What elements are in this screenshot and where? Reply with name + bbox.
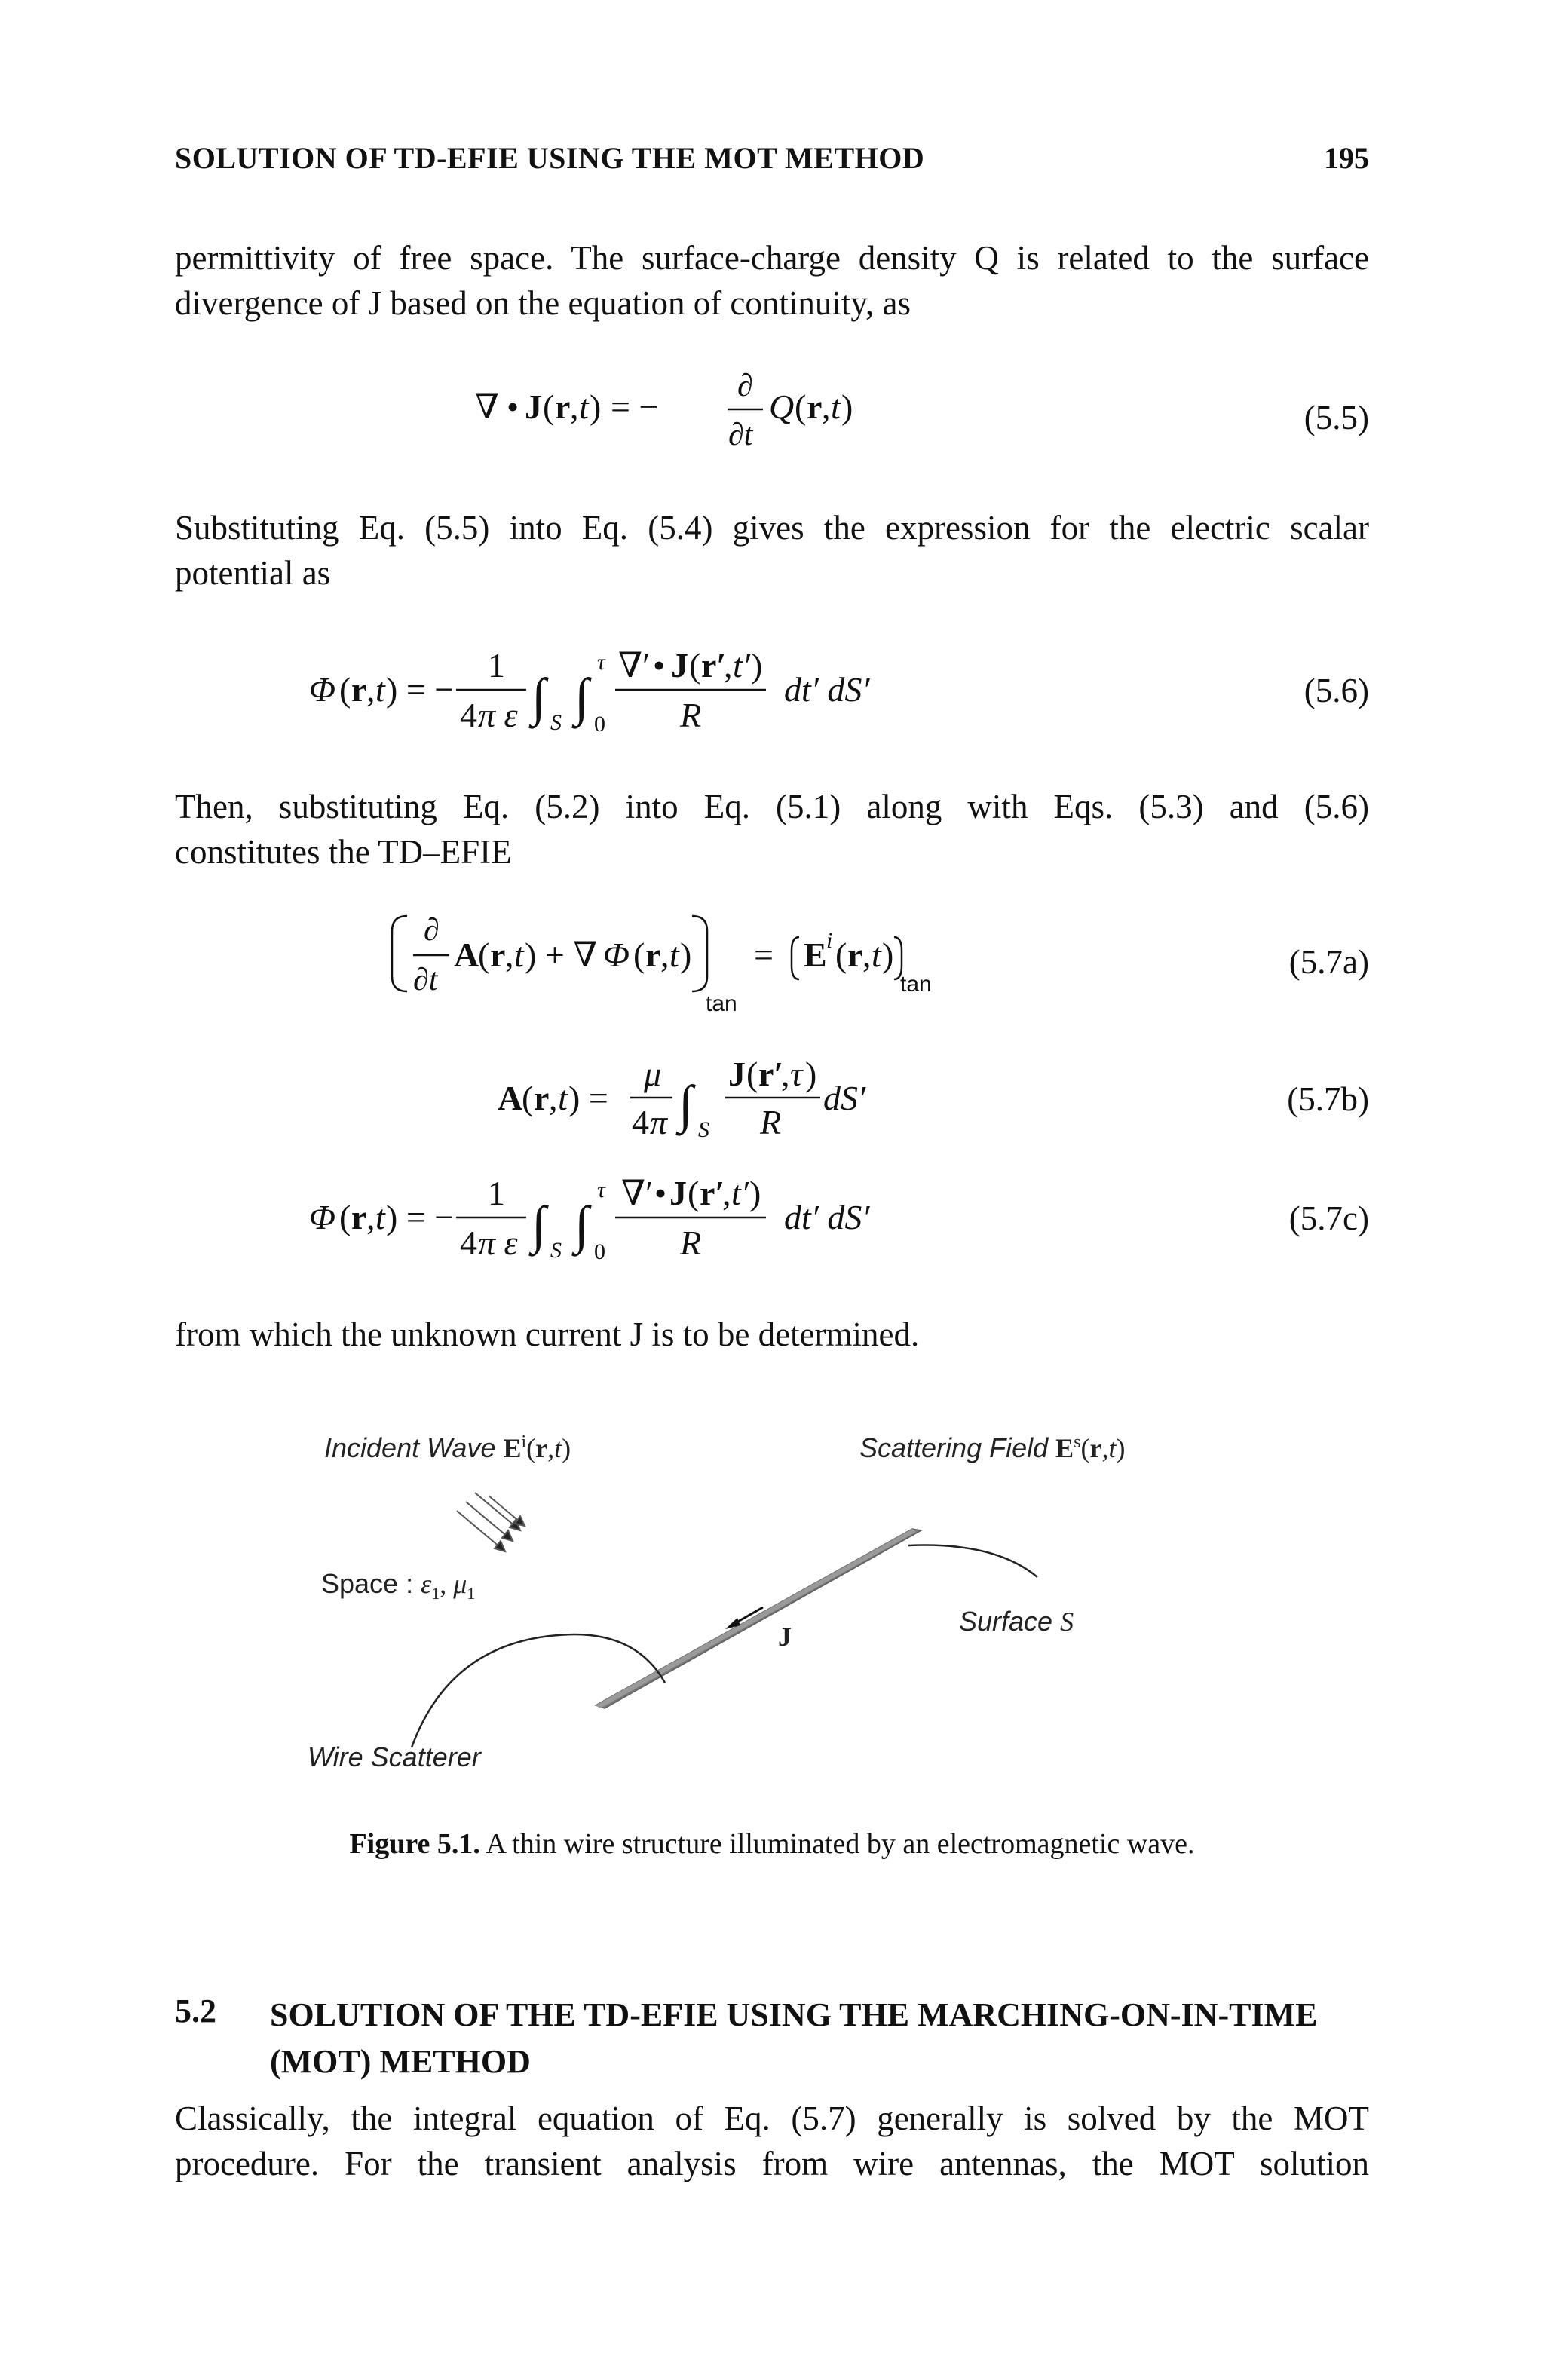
svg-text:r: r (490, 936, 506, 974)
figure-caption (0, 1827, 1544, 1861)
svg-text:0: 0 (594, 712, 605, 737)
figure-5-1 (0, 1417, 1544, 1794)
svg-text:A: A (454, 936, 479, 974)
svg-text:∂t: ∂t (728, 418, 753, 452)
svg-text:= −: = − (611, 387, 659, 426)
equation-5-7a (362, 901, 1116, 1014)
equation-number-5-7c: (5.7c) (1288, 1199, 1369, 1237)
svg-text:∂: ∂ (424, 913, 440, 948)
svg-text:dt′ dS′: dt′ dS′ (784, 1198, 870, 1236)
svg-text:r: r (534, 1079, 550, 1117)
svg-text:): ) (680, 936, 692, 974)
svg-text:i: i (826, 928, 833, 953)
svg-text:•: • (507, 387, 519, 426)
svg-text:,: , (822, 387, 831, 426)
svg-text:π ε: π ε (478, 696, 518, 734)
svg-text:): ) (882, 936, 894, 974)
svg-text:t: t (669, 936, 679, 974)
svg-text:1: 1 (488, 1174, 505, 1212)
svg-text:τ: τ (790, 1055, 803, 1093)
svg-text:r: r (555, 387, 571, 426)
svg-text:) = −: ) = − (386, 1198, 455, 1236)
svg-text:r′: r′ (700, 1174, 725, 1212)
closing-line-2: procedure. For the transient analysis from wire antennas, the MOT solution (175, 2145, 1369, 2182)
svg-text:Φ: Φ (309, 1198, 336, 1236)
svg-text:(: ( (543, 387, 555, 426)
svg-text:∇: ∇ (475, 387, 500, 426)
figure-drawing (0, 1417, 1544, 1794)
intro-line-2: divergence of J based on the equation of continuity, as (175, 284, 911, 322)
svg-text:t′: t′ (733, 646, 750, 685)
substitution-paragraph (175, 505, 1369, 596)
svg-text:∫: ∫ (532, 1196, 547, 1254)
svg-text:E: E (804, 936, 827, 974)
running-header: SOLUTION OF TD-EFIE USING THE MOT METHOD (175, 141, 925, 175)
intro-paragraph (175, 235, 1369, 326)
svg-text:r′: r′ (758, 1055, 784, 1093)
svg-text:): ) (805, 1055, 817, 1093)
svg-text:t: t (579, 387, 589, 426)
after-paragraph (175, 1312, 1369, 1357)
svg-text:•: • (654, 1174, 667, 1212)
svg-text:∫: ∫ (532, 669, 547, 727)
equation-number-5-7b: (5.7b) (1287, 1080, 1369, 1118)
svg-text:r: r (847, 936, 863, 974)
svg-text:∫: ∫ (574, 669, 590, 727)
svg-text:∫: ∫ (679, 1076, 694, 1134)
equation-5-7c (286, 1153, 1191, 1282)
svg-text:A: A (498, 1079, 523, 1117)
svg-text:Φ: Φ (603, 936, 630, 974)
svg-text:r: r (351, 1198, 367, 1236)
svg-text:,: , (722, 1174, 731, 1212)
svg-text:J: J (669, 1174, 687, 1212)
svg-text:dt′ dS′: dt′ dS′ (784, 670, 870, 709)
closing-line-1: Classically, the integral equation of Eq. (5.7) generally is solved by the MOT (175, 2100, 1369, 2137)
svg-text:J: J (525, 387, 542, 426)
svg-text:μ: μ (644, 1055, 662, 1093)
surface-s-label: Surface S (959, 1606, 1074, 1637)
svg-text:t: t (872, 936, 881, 974)
svg-text:): ) (590, 387, 602, 426)
svg-text:(: ( (746, 1055, 758, 1093)
svg-text:R: R (680, 1224, 702, 1262)
svg-text:(: ( (478, 936, 490, 974)
svg-text:(: ( (339, 1198, 351, 1236)
svg-text:S: S (550, 1238, 562, 1263)
svg-text:π ε: π ε (478, 1224, 518, 1262)
svg-text:•: • (653, 646, 666, 685)
svg-text:0: 0 (594, 1239, 605, 1264)
svg-text:1: 1 (488, 646, 505, 685)
svg-text:,: , (570, 387, 579, 426)
caption-label: Figure 5.1. (349, 1828, 480, 1860)
svg-text:,: , (505, 936, 514, 974)
svg-text:r: r (807, 387, 823, 426)
svg-text:t: t (514, 936, 524, 974)
equation-5-6 (286, 626, 1191, 754)
section-number: 5.2 (175, 1993, 216, 2029)
subst-line-1: Substituting Eq. (5.5) into Eq. (5.4) gives the expression for the electric scalar (175, 509, 1369, 547)
svg-text:R: R (680, 696, 702, 734)
svg-text:,: , (724, 646, 733, 685)
space-label: Space : $\varepsilon_1$, $\mu_1$ (321, 1568, 476, 1604)
svg-text:R: R (760, 1103, 782, 1141)
svg-text:(: ( (339, 670, 351, 709)
svg-text:(: ( (522, 1079, 534, 1117)
svg-text:J: J (728, 1055, 746, 1093)
svg-text:tan: tan (900, 972, 932, 997)
intro-line-1: permittivity of free space. The surface-charge density Q is related to the surface (175, 239, 1369, 277)
svg-text:) = −: ) = − (386, 670, 455, 709)
equation-number-5-6: (5.6) (1304, 672, 1369, 709)
svg-text:t: t (375, 1198, 385, 1236)
svg-text:) + ∇: ) + ∇ (525, 936, 598, 974)
wire-scatterer-label: Wire Scatterer (308, 1741, 481, 1772)
svg-text:∫: ∫ (574, 1196, 590, 1254)
svg-text:t′: t′ (731, 1174, 749, 1212)
svg-text:,: , (862, 936, 872, 974)
svg-text:Φ: Φ (309, 670, 336, 709)
svg-text:(: ( (633, 936, 645, 974)
svg-text:(: ( (835, 936, 847, 974)
svg-text:): ) (751, 646, 763, 685)
closing-paragraph (175, 2096, 1369, 2186)
svg-text:4: 4 (460, 696, 477, 734)
svg-text:(: ( (795, 387, 807, 426)
svg-text:∇′: ∇′ (621, 1174, 654, 1212)
svg-text:t: t (558, 1079, 568, 1117)
svg-text:,: , (660, 936, 669, 974)
svg-text:) =: ) = (568, 1079, 608, 1117)
svg-text:dS′: dS′ (823, 1079, 866, 1117)
svg-text:r: r (645, 936, 661, 974)
subst-line-2: potential as (175, 554, 331, 592)
svg-text:∂: ∂ (737, 369, 753, 403)
svg-text:t: t (831, 387, 841, 426)
svg-text:(: ( (688, 1174, 700, 1212)
svg-text:,: , (366, 1198, 375, 1236)
svg-text:τ: τ (597, 1178, 605, 1202)
equation-5-7b (452, 1040, 1055, 1153)
equation-5-5 (452, 354, 1131, 467)
svg-text:4: 4 (460, 1224, 477, 1262)
svg-text:r: r (351, 670, 367, 709)
svg-text:,: , (781, 1055, 790, 1093)
svg-text:): ) (841, 387, 853, 426)
incident-wave-label: Incident Wave $E^i(r,t)$ (324, 1432, 571, 1463)
svg-text:τ: τ (597, 650, 605, 675)
svg-text:Q: Q (769, 387, 795, 426)
then-paragraph (175, 784, 1369, 875)
svg-text:S: S (698, 1117, 709, 1142)
svg-text:S: S (550, 710, 562, 735)
svg-text:∇′: ∇′ (618, 646, 651, 685)
svg-text:tan: tan (706, 991, 737, 1014)
equation-number-5-5: (5.5) (1304, 399, 1369, 436)
svg-text:t: t (375, 670, 385, 709)
svg-text:,: , (366, 670, 375, 709)
svg-text:): ) (749, 1174, 761, 1212)
svg-text:4: 4 (632, 1103, 649, 1141)
svg-text:π: π (650, 1103, 668, 1141)
then-line-1: Then, substituting Eq. (5.2) into Eq. (5.1) along with Eqs. (5.3) and (5.6) (175, 788, 1369, 825)
section-title: SOLUTION OF THE TD-EFIE USING THE MARCHING-ON-IN-TIME (MOT) METHOD (270, 1996, 1318, 2080)
page-number: 195 (1324, 141, 1369, 175)
svg-text:=: = (754, 936, 774, 974)
svg-text:J: J (671, 646, 688, 685)
svg-text:(: ( (689, 646, 701, 685)
svg-text:r′: r′ (701, 646, 727, 685)
equation-number-5-7a: (5.7a) (1288, 943, 1369, 981)
scattering-field-label: Scattering Field $E^s(r,t)$ (859, 1432, 1126, 1463)
current-j-label: J (778, 1622, 792, 1652)
then-line-2: constitutes the TD–EFIE (175, 833, 512, 871)
svg-text:,: , (549, 1079, 558, 1117)
svg-text:∂t: ∂t (413, 963, 438, 997)
caption-text: A thin wire structure illuminated by an electromagnetic wave. (486, 1828, 1195, 1860)
after-line-1: from which the unknown current J is to be determined. (175, 1316, 920, 1353)
